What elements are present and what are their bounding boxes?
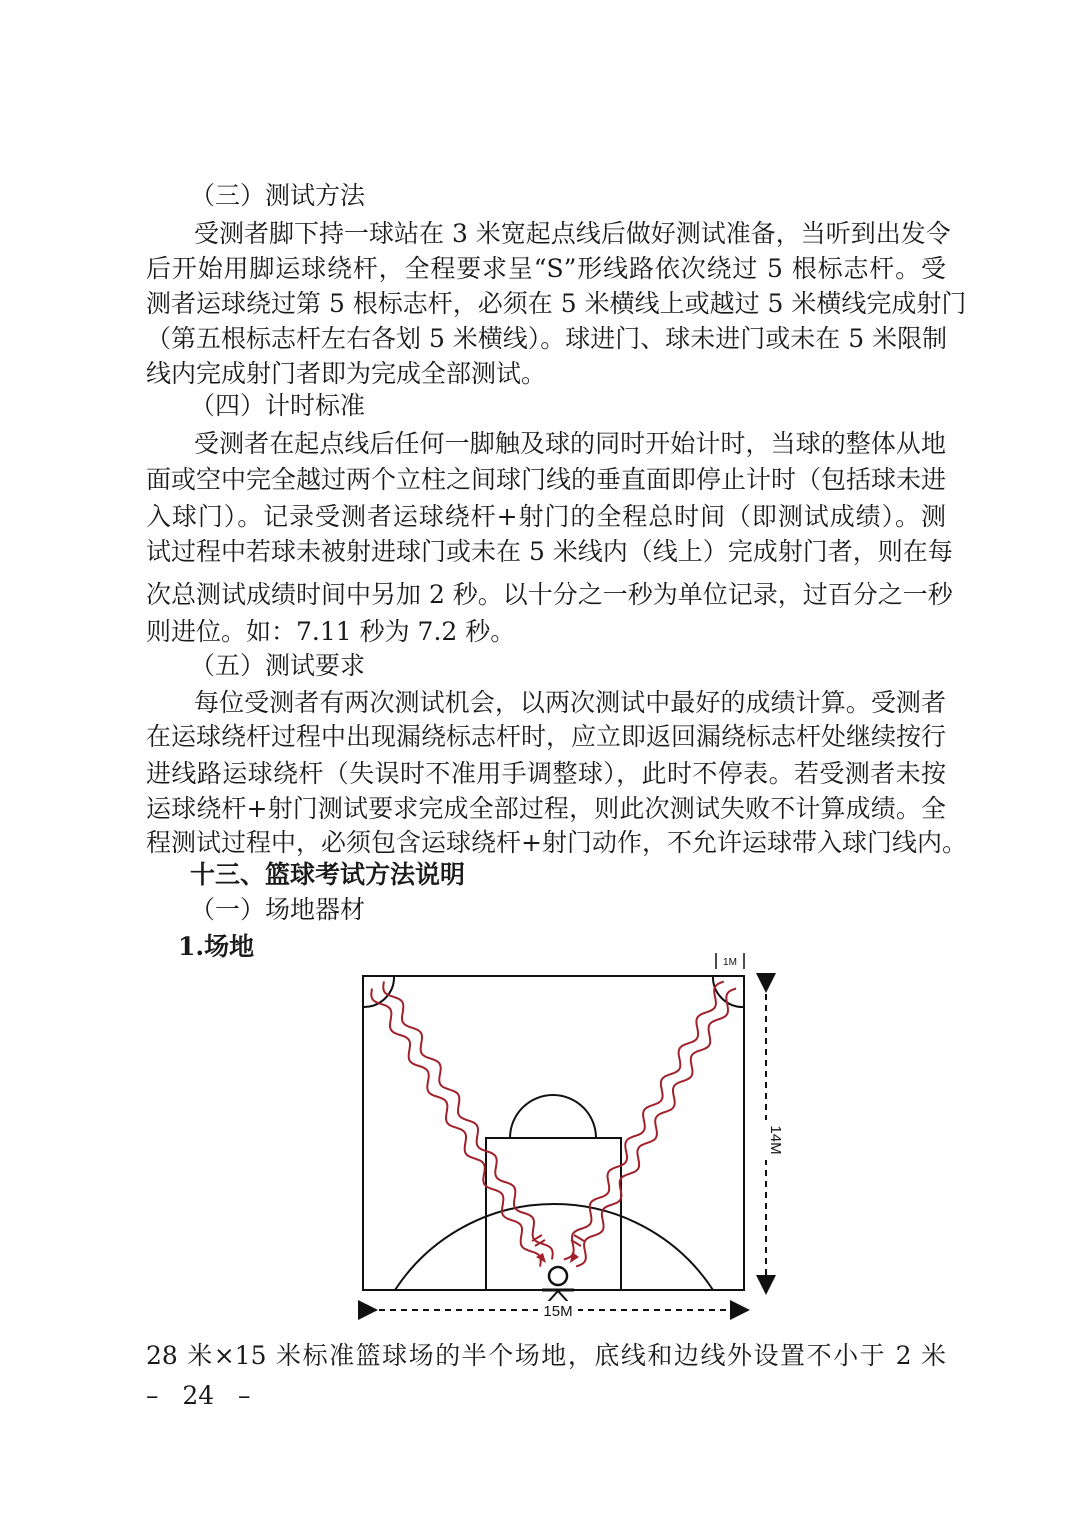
court-boundary <box>363 976 744 1290</box>
paragraph-line: 入球门）。记录受测者运球绕杆+射门的全程总时间（即测试成绩）。测 <box>146 502 946 531</box>
label-14m: 14M <box>767 1125 784 1155</box>
paragraph-line: （第五根标志杆左右各划 5 米横线）。球进门、球未进门或未在 5 米限制 <box>146 324 948 353</box>
paragraph-line: 次总测试成绩时间中另加 2 秒。以十分之一秒为单位记录，过百分之一秒 <box>146 580 953 609</box>
paragraph-line: 试过程中若球未被射进球门或未在 5 米线内（线上）完成射门者，则在每 <box>146 537 953 566</box>
dribble-path-left-outer <box>383 981 552 1259</box>
paragraph-line: 面或空中完全越过两个立柱之间球门线的垂直面即停止计时（包括球未进 <box>146 465 947 494</box>
paragraph-line: 每位受测者有两次测试机会，以两次测试中最好的成绩计算。受测者 <box>194 688 946 717</box>
paragraph-line: 在运球绕杆过程中出现漏绕标志杆时，应立即返回漏绕标志杆处继续按行 <box>146 722 947 751</box>
chapter-heading: 十三、篮球考试方法说明 <box>190 860 466 889</box>
basket-ring <box>549 1267 567 1285</box>
label-15m: 15M <box>543 1303 573 1320</box>
item-heading: 1.场地 <box>178 932 255 961</box>
paragraph-line: 程测试过程中，必须包含运球绕杆+射门动作，不允许运球带入球门线内。 <box>146 828 967 857</box>
dribble-path-right-outer <box>576 989 736 1267</box>
free-throw-circle <box>510 1095 596 1138</box>
paragraph-line: 后开始用脚运球绕杆，全程要求呈“S”形线路依次绕过 5 根标志杆。受 <box>146 254 946 283</box>
section-heading: （三）测试方法 <box>190 181 366 210</box>
paragraph-line: 受测者在起点线后任何一脚触及球的同时开始计时，当球的整体从地 <box>194 429 946 458</box>
section-heading: （五）测试要求 <box>190 651 366 680</box>
section-heading: （四）计时标准 <box>190 391 366 420</box>
paragraph-line: 进线路运球绕杆（失误时不准用手调整球），此时不停表。若受测者未按 <box>146 759 946 788</box>
page-number: – 24 – <box>146 1381 251 1410</box>
basketball-court-diagram <box>350 945 790 1320</box>
sub-heading: （一）场地器材 <box>190 895 366 924</box>
dribble-path-left-inner <box>371 989 540 1267</box>
arrowhead-right <box>570 1252 579 1263</box>
paragraph-line: 线内完成射门者即为完成全部测试。 <box>146 359 547 388</box>
three-point-line <box>395 1204 713 1290</box>
paragraph-line: 运球绕杆+射门测试要求完成全部过程，则此次测试失败不计算成绩。全 <box>146 794 946 823</box>
paragraph-line: 测者运球绕过第 5 根标志杆，必须在 5 米横线上或越过 5 米横线完成射门 <box>146 289 967 318</box>
dribble-path-right-inner <box>564 982 724 1260</box>
paragraph-line: 则进位。如：7.11 秒为 7.2 秒。 <box>146 617 516 646</box>
label-1m: 1M <box>723 957 737 968</box>
paragraph-line: 受测者脚下持一球站在 3 米宽起点线后做好测试准备，当听到出发令 <box>194 219 951 248</box>
paragraph-line: 28 米×15 米标准篮球场的半个场地，底线和边线外设置不小于 2 米 <box>146 1341 946 1370</box>
basket-stand <box>548 1291 568 1302</box>
tick-right-1 <box>574 1235 584 1241</box>
